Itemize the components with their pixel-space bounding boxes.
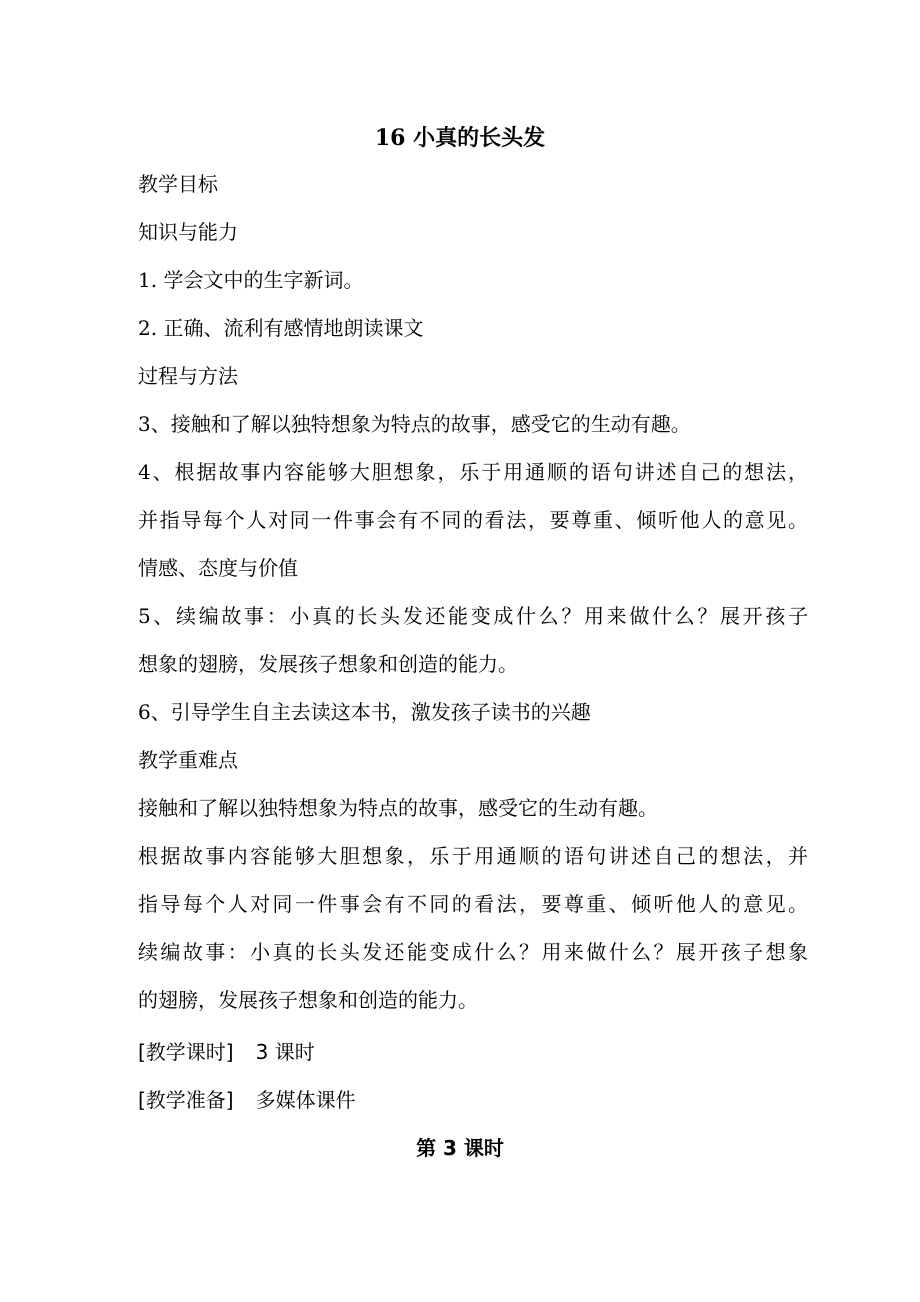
objective-5-line-1: 5、续编故事：小真的长头发还能变成什么？用来做什么？展开孩子 — [138, 604, 808, 628]
lesson-title: 16 小真的长头发 — [374, 125, 546, 151]
objective-6: 6、引导学生自主去读这本书，激发孩子读书的兴趣 — [138, 700, 591, 724]
process-heading: 过程与方法 — [138, 364, 238, 388]
emotion-heading: 情感、态度与价值 — [138, 556, 298, 580]
key-point-2-line-2: 指导每个人对同一件事会有不同的看法，要尊重、倾听他人的意见。 — [138, 892, 808, 916]
hours-label: [教学课时] — [138, 1040, 234, 1064]
key-point-3-line-2: 的翅膀，发展孩子想象和创造的能力。 — [138, 988, 478, 1012]
prep-row — [138, 1084, 808, 1116]
session-heading: 第 3 课时 — [416, 1136, 504, 1160]
key-points-heading: 教学重难点 — [138, 748, 238, 772]
objective-4-line-2: 并指导每个人对同一件事会有不同的看法，要尊重、倾听他人的意见。 — [138, 508, 808, 532]
prep-value: 多媒体课件 — [255, 1088, 356, 1112]
objective-1: 1. 学会文中的生字新词。 — [138, 268, 364, 292]
objective-3: 3、接触和了解以独特想象为特点的故事，感受它的生动有趣。 — [138, 412, 691, 436]
key-point-3-line-1: 续编故事：小真的长头发还能变成什么？用来做什么？展开孩子想象 — [138, 940, 808, 964]
objective-5-line-2: 想象的翅膀，发展孩子想象和创造的能力。 — [138, 652, 518, 676]
hours-value: 3 课时 — [255, 1040, 315, 1064]
objective-2: 2. 正确、流利有感情地朗读课文 — [138, 316, 424, 340]
objective-4-line-1: 4、根据故事内容能够大胆想象，乐于用通顺的语句讲述自己的想法， — [138, 460, 808, 484]
objectives-heading: 教学目标 — [138, 172, 218, 196]
hours-row — [138, 1036, 808, 1068]
key-point-1: 接触和了解以独特想象为特点的故事，感受它的生动有趣。 — [138, 796, 658, 820]
knowledge-heading: 知识与能力 — [138, 220, 238, 244]
prep-label: [教学准备] — [138, 1088, 234, 1112]
key-point-2-line-1: 根据故事内容能够大胆想象，乐于用通顺的语句讲述自己的想法，并 — [138, 844, 808, 868]
